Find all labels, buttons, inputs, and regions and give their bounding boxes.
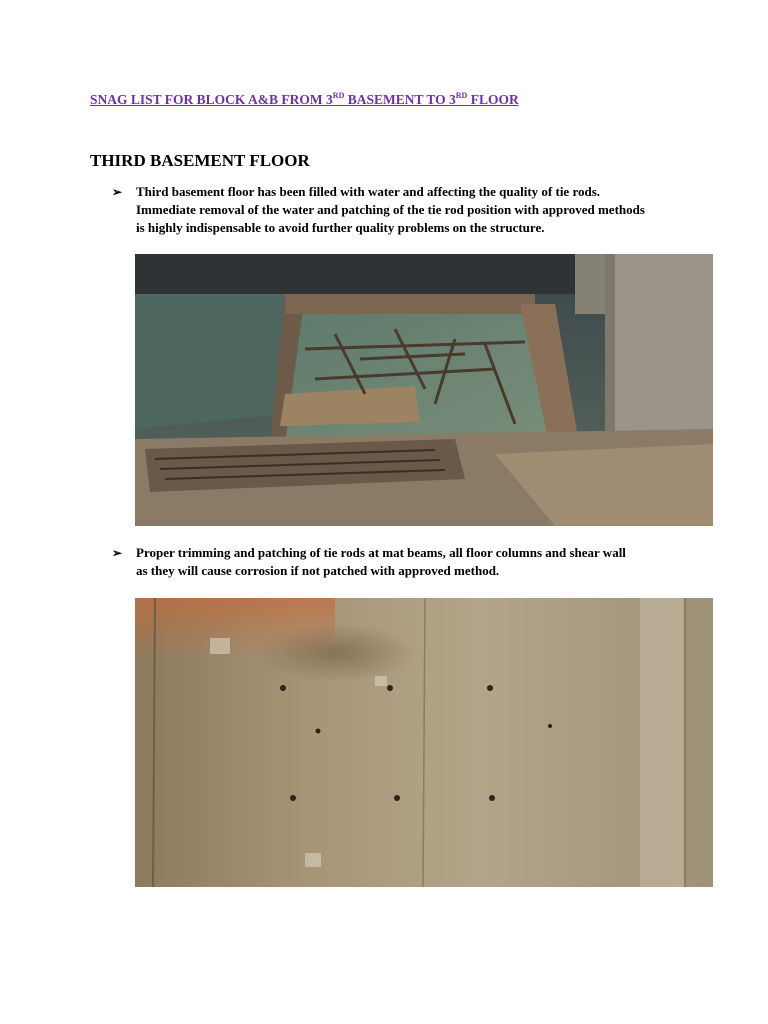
title-superscript-2: RD [455,91,468,100]
photo-concrete-wall-tie-rod-holes [135,598,713,887]
title-part-1: SNAG LIST FOR BLOCK A&B FROM 3 [90,92,333,107]
title-part-3: FLOOR [467,92,519,107]
title-superscript-1: RD [332,91,345,100]
photo-flooded-basement [135,254,713,526]
bullet-text: Proper trimming and patching of tie rods at mat beams, all floor columns and shear wall as they will cause corrosion if not patched with approved method. [136,545,626,578]
section-heading: THIRD BASEMENT FLOOR [90,151,310,170]
arrow-bullet-icon: ➢ [112,185,123,199]
document-title [90,92,519,108]
arrow-bullet-icon: ➢ [112,546,123,560]
bullet-item-water [112,183,692,237]
bullet-text: Third basement floor has been filled with water and affecting the quality of tie rods. Immediate removal of the water and patching of the tie rod position with approved methods is highly indispensable to avoid further quality problems on the structure. [136,184,645,235]
title-part-2: BASEMENT TO 3 [344,92,456,107]
bullet-item-tie-rods [112,544,692,580]
